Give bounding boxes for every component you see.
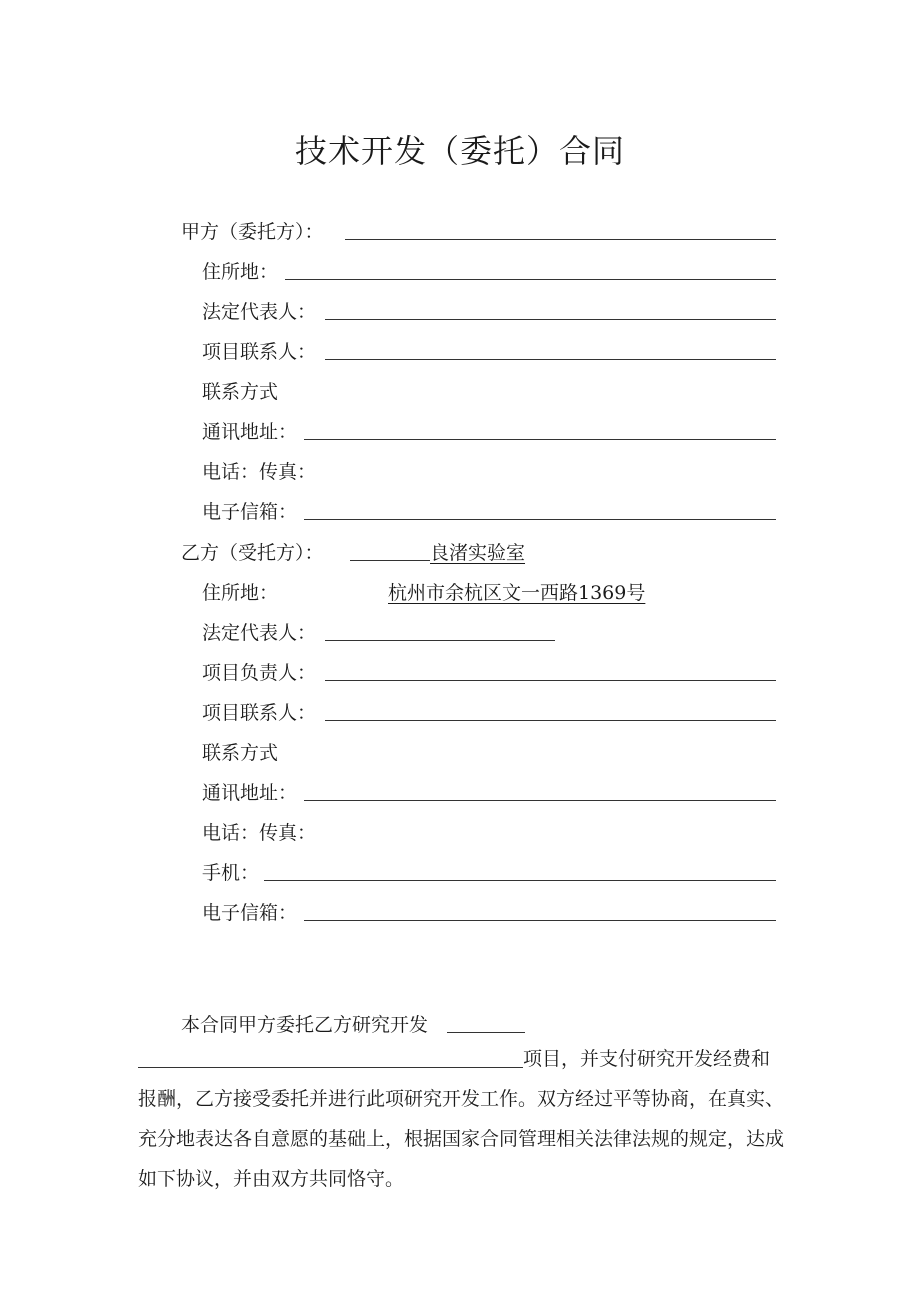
party-b-name-value: 良渚实验室 xyxy=(430,542,526,564)
party-b-project-contact-label: 项目联系人： xyxy=(202,702,317,724)
party-a-email-row xyxy=(0,497,920,527)
party-b-phone-fax-row xyxy=(0,818,920,848)
party-b-name-underline xyxy=(350,560,430,561)
party-b-mail-address-row xyxy=(0,778,920,808)
party-b-legal-rep-field[interactable] xyxy=(325,640,555,641)
party-a-project-contact-row xyxy=(0,337,920,367)
party-a-name-field[interactable] xyxy=(345,239,776,240)
party-b-mobile-field[interactable] xyxy=(264,880,776,881)
party-b-project-lead-label: 项目负责人： xyxy=(202,662,317,684)
party-b-mail-address-label: 通讯地址： xyxy=(202,782,298,804)
party-b-address-label: 住所地： xyxy=(202,582,279,604)
party-b-row xyxy=(0,538,920,568)
party-b-contact-section-row xyxy=(0,738,920,768)
party-a-legal-rep-field[interactable] xyxy=(325,319,776,320)
party-a-address-row xyxy=(0,257,920,287)
document-title: 技术开发（委托）合同 xyxy=(294,132,625,170)
party-b-email-row xyxy=(0,898,920,928)
party-b-email-label: 电子信箱： xyxy=(202,902,298,924)
party-a-legal-rep-label: 法定代表人： xyxy=(202,301,317,323)
party-a-row xyxy=(0,217,920,247)
project-name-field[interactable] xyxy=(447,1032,525,1033)
party-a-email-field[interactable] xyxy=(304,519,776,520)
party-a-project-contact-label: 项目联系人： xyxy=(202,341,317,363)
party-a-mail-address-label: 通讯地址： xyxy=(202,421,298,443)
party-a-mail-address-field[interactable] xyxy=(304,439,776,440)
party-a-heading: 甲方（委托方）： xyxy=(181,221,324,243)
party-a-project-contact-field[interactable] xyxy=(325,359,776,360)
party-a-phone-fax-label: 电话：传真： xyxy=(202,461,317,483)
party-b-phone-fax-label: 电话：传真： xyxy=(202,822,317,844)
party-a-phone-fax-row xyxy=(0,457,920,487)
party-b-project-lead-field[interactable] xyxy=(325,680,776,681)
party-a-legal-rep-row xyxy=(0,297,920,327)
party-a-mail-address-row xyxy=(0,417,920,447)
party-a-contact-section: 联系方式 xyxy=(202,381,279,403)
paragraph-rest: 报酬，乙方接受委托并进行此项研究开发工作。双方经过平等协商，在真实、充分地表达各自意愿的基础上，根据国家合同管理相关法律法规的规定，达成如下协议，并由双方共同恪守。 xyxy=(138,1088,785,1190)
party-b-contact-section: 联系方式 xyxy=(202,742,279,764)
party-b-address-value: 杭州市余杭区文一西路1369号 xyxy=(388,582,646,604)
party-b-address-row xyxy=(0,578,920,608)
party-b-heading: 乙方（受托方）： xyxy=(181,542,324,564)
party-a-email-label: 电子信箱： xyxy=(202,501,298,523)
party-b-mobile-row xyxy=(0,858,920,888)
party-b-project-contact-field[interactable] xyxy=(325,720,776,721)
party-b-mobile-label: 手机： xyxy=(202,862,260,884)
party-a-address-label: 住所地： xyxy=(202,261,279,283)
intro-row xyxy=(0,1010,920,1040)
party-b-project-contact-row xyxy=(0,698,920,728)
project-name-continuation-field[interactable] xyxy=(138,1045,523,1068)
party-b-legal-rep-row xyxy=(0,618,920,648)
party-a-address-field[interactable] xyxy=(285,279,776,280)
party-b-project-lead-row xyxy=(0,658,920,688)
party-b-legal-rep-label: 法定代表人： xyxy=(202,622,317,644)
contract-paragraph xyxy=(138,1039,788,1199)
party-a-contact-section-row xyxy=(0,377,920,407)
party-b-email-field[interactable] xyxy=(304,920,776,921)
intro-text: 本合同甲方委托乙方研究开发 xyxy=(181,1014,429,1036)
party-b-mail-address-field[interactable] xyxy=(304,800,776,801)
paragraph-start: 项目，并支付研究开发经费和 xyxy=(523,1048,771,1070)
